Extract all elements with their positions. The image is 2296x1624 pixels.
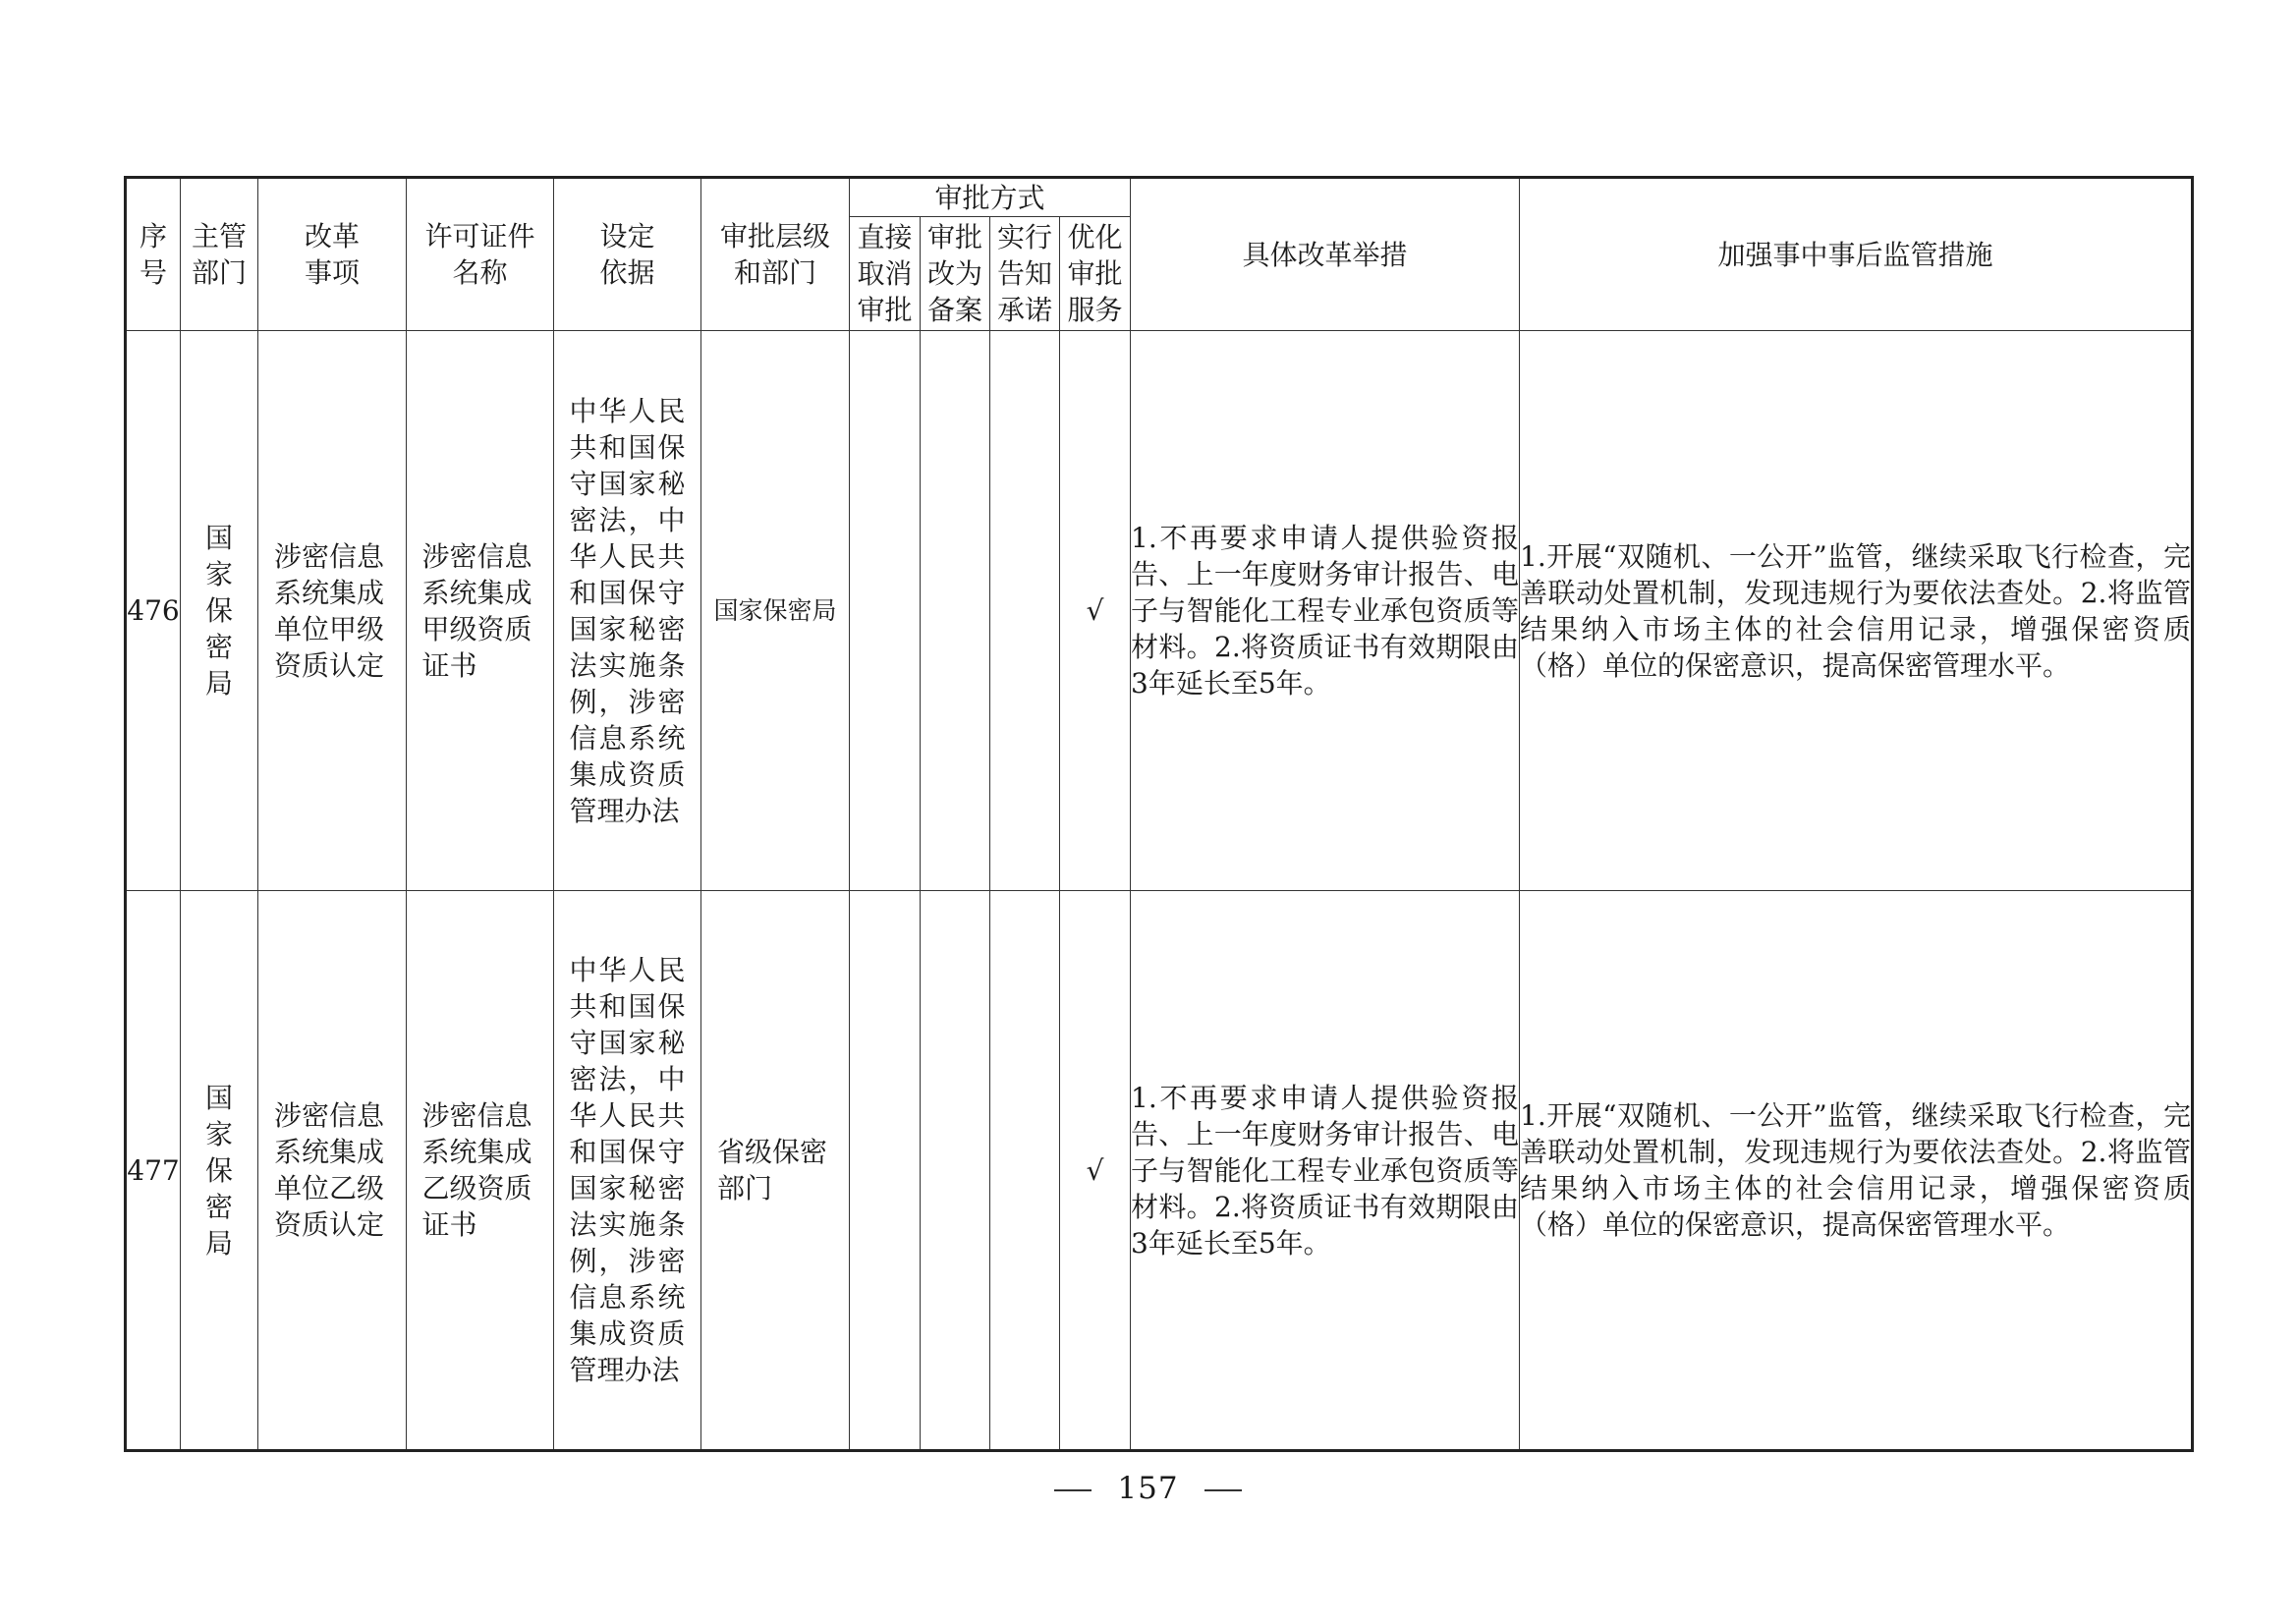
row-method-cancel [850, 891, 921, 1451]
header-seq: 序号 [126, 178, 181, 331]
header-method-cancel: 直接取消审批 [850, 217, 921, 331]
reform-table [124, 176, 2194, 1452]
header-level: 审批层级和部门 [701, 178, 850, 331]
header-measures: 具体改革举措 [1131, 178, 1520, 331]
header-license: 许可证件名称 [407, 178, 554, 331]
row-basis: 中华人民共和国保守国家秘密法，中华人民共和国保守国家秘密法实施条例，涉密信息系统集成资质管理办法 [554, 331, 701, 891]
header-method-filing: 审批改为备案 [921, 217, 990, 331]
page-footer [0, 1471, 2296, 1506]
row-supervision: 1.开展“双随机、一公开”监管，继续采取飞行检查，完善联动处置机制，发现违规行为要依法查处。2.将监管结果纳入市场主体的社会信用记录，增强保密资质（格）单位的保密意识，提高保密管理水平。 [1520, 891, 2193, 1451]
row-dept: 国家保密局 [181, 331, 258, 891]
dash-left [1054, 1489, 1092, 1491]
header-dept: 主管部门 [181, 178, 258, 331]
row-seq: 476 [126, 331, 181, 891]
row-license: 涉密信息系统集成甲级资质证书 [407, 331, 554, 891]
table-row [126, 331, 2193, 891]
header-supervision: 加强事中事后监管措施 [1520, 178, 2193, 331]
row-method-cancel [850, 331, 921, 891]
page-number: 157 [1117, 1471, 1179, 1506]
header-method: 审批方式 [850, 178, 1131, 217]
row-level: 国家保密局 [701, 331, 850, 891]
header-method-commitment: 实行告知承诺 [990, 217, 1060, 331]
row-method-commitment [990, 891, 1060, 1451]
row-level: 省级保密部门 [701, 891, 850, 1451]
dash-right [1204, 1489, 1242, 1491]
table-row [126, 891, 2193, 1451]
row-dept: 国家保密局 [181, 891, 258, 1451]
header-row-1 [126, 178, 2193, 217]
header-method-optimize: 优化审批服务 [1060, 217, 1131, 331]
row-measures: 1.不再要求申请人提供验资报告、上一年度财务审计报告、电子与智能化工程专业承包资质等材料。2.将资质证书有效期限由3年延长至5年。 [1131, 891, 1520, 1451]
row-method-commitment [990, 331, 1060, 891]
check-mark: √ [1060, 331, 1131, 891]
row-supervision: 1.开展“双随机、一公开”监管，继续采取飞行检查，完善联动处置机制，发现违规行为要依法查处。2.将监管结果纳入市场主体的社会信用记录，增强保密资质（格）单位的保密意识，提高保密管理水平。 [1520, 331, 2193, 891]
row-license: 涉密信息系统集成乙级资质证书 [407, 891, 554, 1451]
row-item: 涉密信息系统集成单位乙级资质认定 [258, 891, 407, 1451]
row-basis: 中华人民共和国保守国家秘密法，中华人民共和国保守国家秘密法实施条例，涉密信息系统集成资质管理办法 [554, 891, 701, 1451]
row-method-filing [921, 331, 990, 891]
header-item: 改革事项 [258, 178, 407, 331]
check-mark: √ [1060, 891, 1131, 1451]
row-item: 涉密信息系统集成单位甲级资质认定 [258, 331, 407, 891]
row-measures: 1.不再要求申请人提供验资报告、上一年度财务审计报告、电子与智能化工程专业承包资质等材料。2.将资质证书有效期限由3年延长至5年。 [1131, 331, 1520, 891]
header-basis: 设定依据 [554, 178, 701, 331]
row-seq: 477 [126, 891, 181, 1451]
row-method-filing [921, 891, 990, 1451]
